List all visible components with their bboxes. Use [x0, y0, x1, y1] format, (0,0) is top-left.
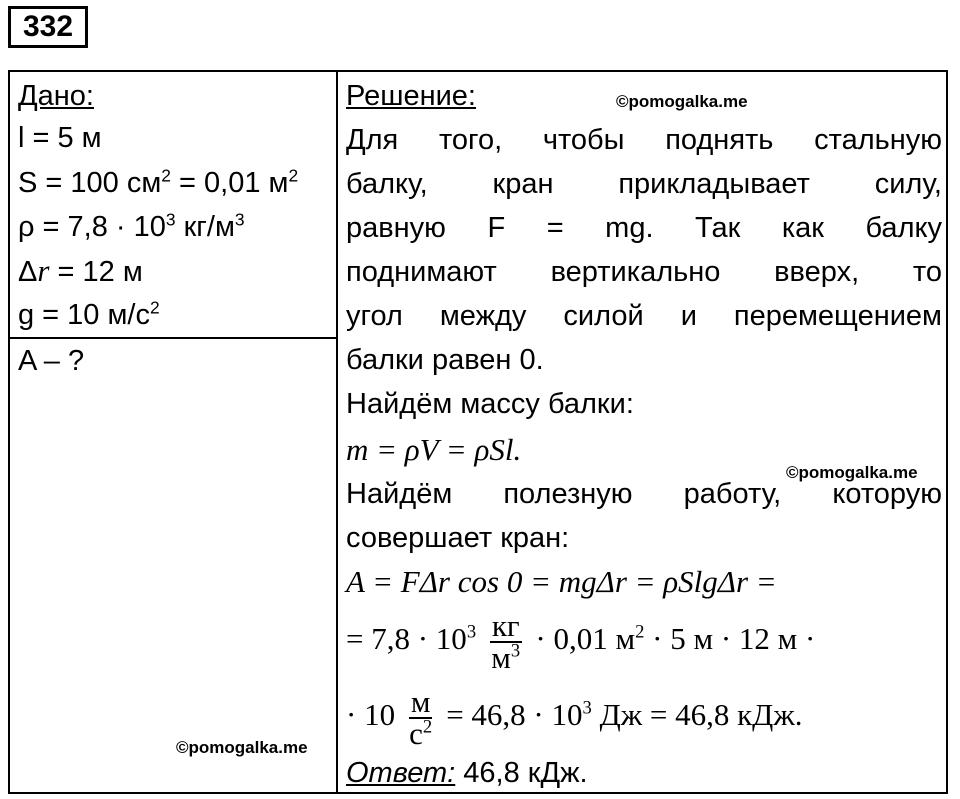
given-gravity: g = 10 $м/с^2$: [18, 297, 160, 331]
given-header: Дано:: [18, 80, 94, 112]
given-length: l = 5 м: [18, 122, 102, 154]
mass-intro: Найдём массу балки:: [346, 388, 634, 420]
work-intro: Найдём полезную работу, которую: [346, 478, 942, 510]
find-work: A – ?: [18, 345, 85, 377]
given-density: $\rho = 7,8 \cdot 10^3$ $кг/м^3$: [18, 209, 245, 243]
watermark: ©pomogalka.me: [786, 463, 918, 482]
calculation-line-1: = $7,8 \cdot 10^3$ $\frac{кг}{м^3}$ · 0,01 $м^2 \cdot 5$ м · 12 м ·: [346, 607, 816, 675]
mass-formula: m = ρV = ρSl.: [346, 432, 522, 467]
watermark: ©pomogalka.me: [176, 738, 308, 757]
solution-text-line: балки равен 0.: [346, 344, 544, 376]
work-formula: A = FΔr cos 0 = mgΔr = ρSlgΔr =: [346, 564, 777, 599]
solution-text-line: балку, кран прикладывает силу,: [346, 168, 942, 200]
given-displacement: Δr = 12 м: [18, 253, 143, 288]
solution-text-line: Для того, чтобы поднять стальную: [346, 124, 942, 156]
watermark: ©pomogalka.me: [616, 92, 748, 111]
column-divider: [336, 70, 338, 794]
fraction-m-per-s2: $\frac{м}{с^2}$: [409, 683, 433, 751]
solution-text-line: поднимают вертикально вверх, то: [346, 256, 942, 288]
fraction-kg-per-m3: $\frac{кг}{м^3}$: [491, 607, 521, 675]
solution-text-line: равную F = mg. Так как балку: [346, 212, 942, 244]
given-area: S = 100 $см^2 = 0,01$ $м^2$: [18, 165, 299, 199]
solution-header: Решение:: [346, 80, 476, 112]
calculation-line-2: · 10 $\frac{м}{с^2}$ = $46,8 \cdot 10^3$ Дж = 46,8 кДж.: [346, 683, 803, 751]
answer: Ответ: 46,8 кДж.: [346, 757, 588, 789]
solution-text-line: угол между силой и перемещением: [346, 300, 942, 332]
given-find-divider: [8, 337, 338, 339]
work-intro-end: совершает кран:: [346, 522, 570, 554]
problem-number: 332: [8, 6, 88, 48]
